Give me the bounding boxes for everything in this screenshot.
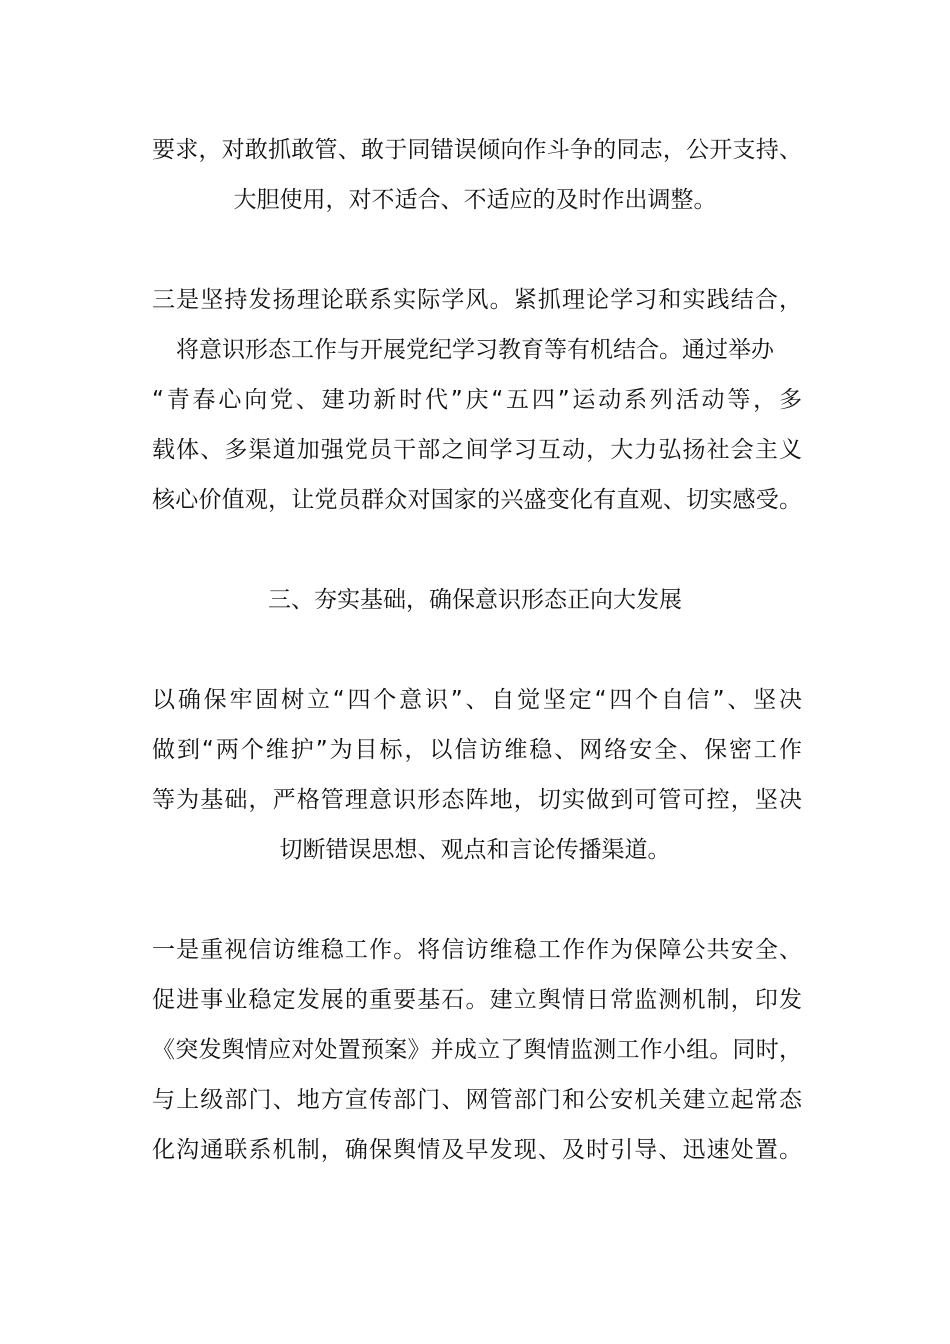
paragraph-2-line-2: 将意识形态工作与开展党纪学习教育等有机结合。通过举办 [176, 337, 774, 363]
paragraph-3-line-1: 以确保牢固树立“四个意识”、自觉坚定“四个自信”、坚决 [152, 687, 802, 713]
paragraph-3-line-3: 等为基础，严格管理意识形态阵地，切实做到可管可控，坚决 [152, 787, 802, 813]
paragraph-3-line-4: 切断错误思想、观点和言论传播渠道。 [279, 837, 671, 863]
paragraph-4-line-1: 一是重视信访维稳工作。将信访维稳工作作为保障公共安全、 [152, 937, 802, 963]
paragraph-2-line-4: 载体、多渠道加强党员干部之间学习互动，大力弘扬社会主义 [152, 437, 802, 463]
paragraph-2-line-3: “青春心向党、建功新时代”庆“五四”运动系列活动等，多 [152, 387, 802, 413]
paragraph-4-line-5: 化沟通联系机制，确保舆情及早发现、及时引导、迅速处置。 [152, 1137, 802, 1163]
section-heading: 三、夯实基础，确保意识形态正向大发展 [268, 587, 682, 613]
paragraph-4-line-4: 与上级部门、地方宣传部门、网管部门和公安机关建立起常态 [152, 1087, 802, 1113]
paragraph-1-line-1: 要求，对敢抓敢管、敢于同错误倾向作斗争的同志，公开支持、 [152, 137, 802, 163]
paragraph-3-line-2: 做到“两个维护”为目标，以信访维稳、网络安全、保密工作 [152, 737, 802, 763]
paragraph-1-line-2: 大胆使用，对不适合、不适应的及时作出调整。 [233, 187, 717, 213]
paragraph-4-line-3: 《突发舆情应对处置预案》并成立了舆情监测工作小组。同时， [152, 1037, 802, 1063]
paragraph-2-line-5: 核心价值观，让党员群众对国家的兴盛变化有直观、切实感受。 [152, 487, 802, 513]
paragraph-2-line-1: 三是坚持发扬理论联系实际学风。紧抓理论学习和实践结合， [152, 287, 802, 313]
paragraph-4-line-2: 促进事业稳定发展的重要基石。建立舆情日常监测机制，印发 [152, 987, 802, 1013]
